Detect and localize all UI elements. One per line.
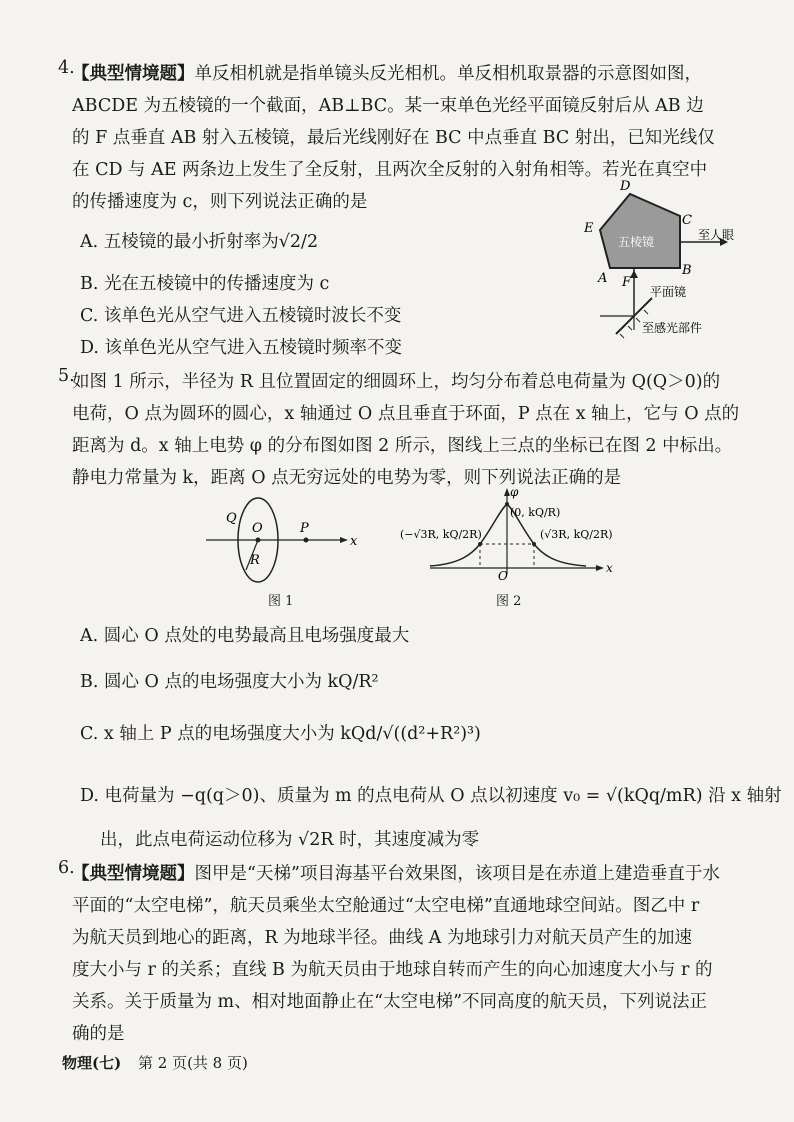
stem-line: 图甲是“天梯”项目海基平台效果图，该项目是在赤道上建造垂直于水	[194, 864, 720, 884]
sensor-label: 至感光部件	[642, 321, 703, 335]
vertex-d: D	[620, 179, 631, 194]
stem-line: 静电力常量为 k，距离 O 点无穷远处的电势为零，则下列说法正确的是	[72, 468, 622, 488]
option-d: D. 电荷量为 −q(q＞0)、质量为 m 的点电荷从 O 点以初速度 v₀ = √(kQq/mR) 沿 x 轴射	[80, 786, 782, 806]
stem-line: 距离为 d。x 轴上电势 φ 的分布图如图 2 所示，图线上三点的坐标已在图 2 中标出。	[72, 436, 733, 456]
figure-2-potential-graph	[400, 484, 620, 584]
eye-label: 至人眼	[698, 228, 735, 242]
stem-line: 的传播速度为 c，则下列说法正确的是	[72, 192, 368, 212]
option-b: B. 光在五棱镜中的传播速度为 c	[80, 274, 330, 294]
right-label: (√3R, kQ/2R)	[540, 528, 613, 541]
vertex-e: E	[584, 221, 594, 236]
stem-line: 为航天员到地心的距离，R 为地球半径。曲线 A 为地球引力对航天员产生的加速	[72, 928, 692, 948]
arrow-icon	[596, 565, 604, 571]
subject-label: 物理(七)	[62, 1054, 122, 1072]
label-r: R	[250, 553, 260, 568]
arrow-icon	[630, 270, 638, 278]
peak-point	[505, 502, 509, 506]
option-c: C. 该单色光从空气进入五棱镜时波长不变	[80, 306, 402, 326]
stem-line: 在 CD 与 AE 两条边上发生了全反射，且两次全反射的入射角相等。若光在真空中	[72, 160, 708, 180]
stem-line: ABCDE 为五棱镜的一个截面，AB⊥BC。某一束单色光经平面镜反射后从 AB 边	[72, 96, 704, 116]
label-o: O	[252, 521, 263, 536]
option-d: D. 该单色光从空气进入五棱镜时频率不变	[80, 338, 403, 358]
mirror-hatch	[636, 318, 640, 322]
stem-line: 平面的“太空电梯”，航天员乘坐太空舱通过“太空电梯”直通地球空间站。图乙中 r	[72, 896, 700, 916]
page-number: 第 2 页(共 8 页)	[137, 1054, 248, 1072]
point-f: F	[622, 275, 632, 290]
mirror-hatch	[644, 310, 648, 314]
question-tag: 【典型情境题】	[72, 864, 195, 884]
left-label: (−√3R, kQ/2R)	[400, 528, 482, 541]
arrow-icon	[340, 537, 348, 543]
prism-label: 五棱镜	[618, 235, 655, 249]
page-footer	[62, 1052, 248, 1073]
left-point	[478, 542, 482, 546]
stem-line: 关系。关于质量为 m、相对地面静止在“太空电梯”不同高度的航天员，下列说法正	[72, 992, 708, 1012]
stem-line: 确的是	[72, 1024, 125, 1044]
question-number: 4.	[58, 58, 75, 78]
vertex-a: A	[598, 271, 608, 286]
question-number: 5.	[58, 366, 75, 386]
option-c: C. x 轴上 P 点的电场强度大小为 kQd/√((d²+R²)³)	[80, 724, 481, 744]
prism-figure	[570, 178, 750, 348]
stem-line: 度大小与 r 的关系；直线 B 为航天员由于地球自转而产生的向心加速度大小与 r 的	[72, 960, 713, 980]
mirror-hatch	[628, 326, 632, 330]
question-stem	[72, 366, 752, 494]
stem-line: 如图 1 所示，半径为 R 且位置固定的细圆环上，均匀分布着总电荷量为 Q(Q＞0)的	[72, 372, 721, 392]
question-stem	[72, 858, 752, 1050]
vertex-c: C	[682, 213, 692, 228]
question-number: 6.	[58, 858, 75, 878]
stem-line: 电荷，O 点为圆环的圆心，x 轴通过 O 点且垂直于环面，P 点在 x 轴上，它与 O 点的	[72, 404, 740, 424]
label-x: x	[350, 534, 358, 549]
vertex-b: B	[682, 263, 692, 278]
label-p: P	[300, 521, 309, 536]
figure-1-ring	[200, 490, 360, 590]
peak-label: (0, kQ/R)	[510, 506, 561, 519]
mirror-label: 平面镜	[650, 285, 687, 299]
figure-1-caption: 图 1	[268, 594, 294, 609]
stem-line: 单反相机就是指单镜头反光相机。单反相机取景器的示意图如图，	[194, 64, 702, 84]
right-point	[532, 542, 536, 546]
point-p	[304, 538, 309, 543]
label-q: Q	[226, 511, 237, 526]
option-a: A. 五棱镜的最小折射率为√2/2	[80, 232, 319, 252]
option-a: A. 圆心 O 点处的电势最高且电场强度最大	[80, 626, 410, 646]
label-x: x	[606, 561, 613, 575]
figure-2-caption: 图 2	[496, 594, 522, 609]
label-o: O	[498, 569, 508, 583]
question-tag: 【典型情境题】	[72, 64, 195, 84]
stem-line: 的 F 点垂直 AB 射入五棱镜，最后光线刚好在 BC 中点垂直 BC 射出，已知光线仅	[72, 128, 715, 148]
pentaprism-shape	[600, 194, 680, 268]
option-d-continued: 出，此点电荷运动位移为 √2R 时，其速度减为零	[100, 830, 480, 850]
mirror-hatch	[620, 334, 624, 338]
label-phi: φ	[510, 485, 519, 499]
option-b: B. 圆心 O 点的电场强度大小为 kQ/R²	[80, 672, 379, 692]
